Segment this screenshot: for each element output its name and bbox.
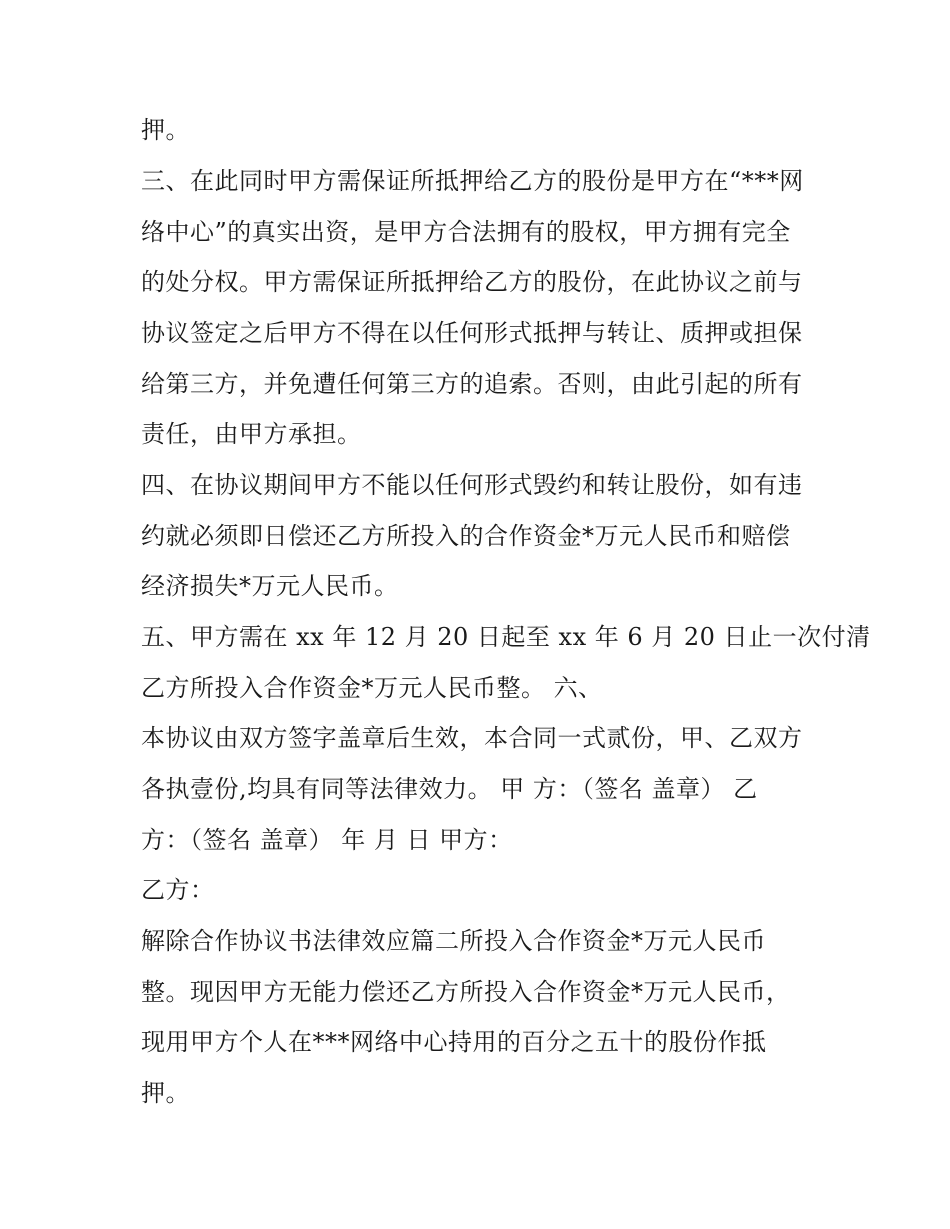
text-line: 现用甲方个人在***网络中心持用的百分之五十的股份作抵 <box>141 1028 767 1056</box>
text-line: 方：（签名 盖章） 年 月 日 甲方： <box>141 826 513 854</box>
text-line: 责任，由甲方承担。 <box>141 420 362 448</box>
text-line: 乙方所投入合作资金*万元人民币整。 六、 <box>141 674 603 702</box>
text-line: 协议签定之后甲方不得在以任何形式抵押与转让、质押或担保 <box>141 319 803 347</box>
text-line: 五、甲方需在 xx 年 12 月 20 日起至 xx 年 6 月 20 日止一次付清 <box>141 623 871 651</box>
text-line: 押。 <box>141 116 190 144</box>
text-line: 四、在协议期间甲方不能以任何形式毁约和转让股份，如有违 <box>141 471 803 499</box>
text-line: 押。 <box>141 1079 190 1107</box>
text-line: 本协议由双方签字盖章后生效，本合同一式贰份，甲、乙双方 <box>141 724 803 752</box>
text-line: 给第三方，并免遭任何第三方的追索。否则，由此引起的所有 <box>141 370 803 398</box>
text-line: 整。现因甲方无能力偿还乙方所投入合作资金*万元人民币， <box>141 978 791 1006</box>
text-line: 各执壹份,均具有同等法律效力。 甲 方：（签名 盖章） 乙 <box>141 775 758 803</box>
text-line: 经济损失*万元人民币。 <box>141 572 399 600</box>
text-line: 约就必须即日偿还乙方所投入的合作资金*万元人民币和赔偿 <box>141 522 791 550</box>
text-line: 解除合作协议书法律效应篇二所投入合作资金*万元人民币 <box>141 927 766 955</box>
text-line: 乙方： <box>141 876 215 904</box>
text-line: 络中心”的真实出资，是甲方合法拥有的股权，甲方拥有完全 <box>141 218 791 246</box>
text-line: 的处分权。甲方需保证所抵押给乙方的股份，在此协议之前与 <box>141 268 803 296</box>
text-line: 三、在此同时甲方需保证所抵押给乙方的股份是甲方在“***网 <box>141 167 804 195</box>
